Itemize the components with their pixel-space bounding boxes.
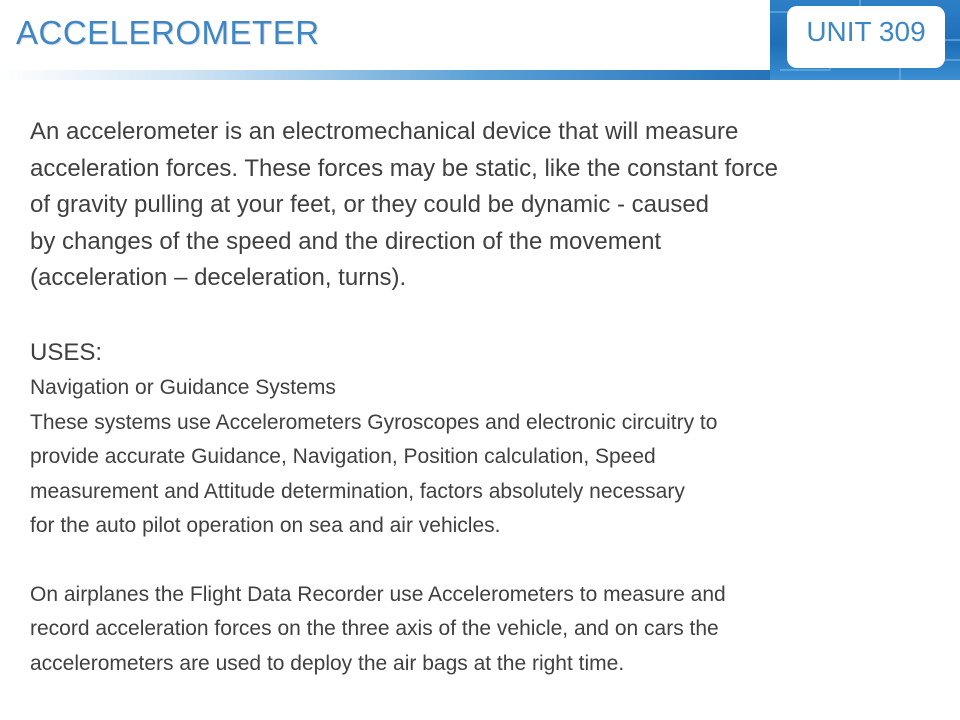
paragraph-line: provide accurate Guidance, Navigation, Position calculation, Speed bbox=[30, 445, 656, 468]
slide-content bbox=[30, 114, 930, 681]
intro-line: acceleration forces. These forces may be static, like the constant force bbox=[30, 154, 778, 182]
navigation-paragraph bbox=[30, 406, 930, 544]
paragraph-line: record acceleration forces on the three axis of the vehicle, and on cars the bbox=[30, 617, 719, 640]
intro-line: by changes of the speed and the direction of the movement bbox=[30, 227, 662, 255]
intro-line: An accelerometer is an electromechanical device that will measure bbox=[30, 118, 739, 145]
intro-line: (acceleration – deceleration, turns). bbox=[30, 264, 407, 291]
airplane-paragraph bbox=[30, 578, 930, 682]
slide-title: ACCELEROMETER bbox=[16, 14, 320, 51]
uses-subheading: Navigation or Guidance Systems bbox=[30, 376, 336, 399]
unit-label: UNIT 309 bbox=[806, 16, 926, 47]
paragraph-line: These systems use Accelerometers Gyroscopes and electronic circuitry to bbox=[30, 410, 718, 434]
unit-badge bbox=[787, 6, 945, 68]
paragraph-line: for the auto pilot operation on sea and air vehicles. bbox=[30, 514, 501, 537]
paragraph-line: accelerometers are used to deploy the air bags at the right time. bbox=[30, 651, 625, 675]
intro-line: of gravity pulling at your feet, or they could be dynamic - caused bbox=[30, 191, 710, 218]
uses-heading: USES: bbox=[30, 338, 103, 366]
paragraph-line: measurement and Attitude determination, factors absolutely necessary bbox=[30, 479, 685, 503]
paragraph-line: On airplanes the Flight Data Recorder use Accelerometers to measure and bbox=[30, 582, 726, 606]
intro-paragraph bbox=[30, 114, 930, 297]
